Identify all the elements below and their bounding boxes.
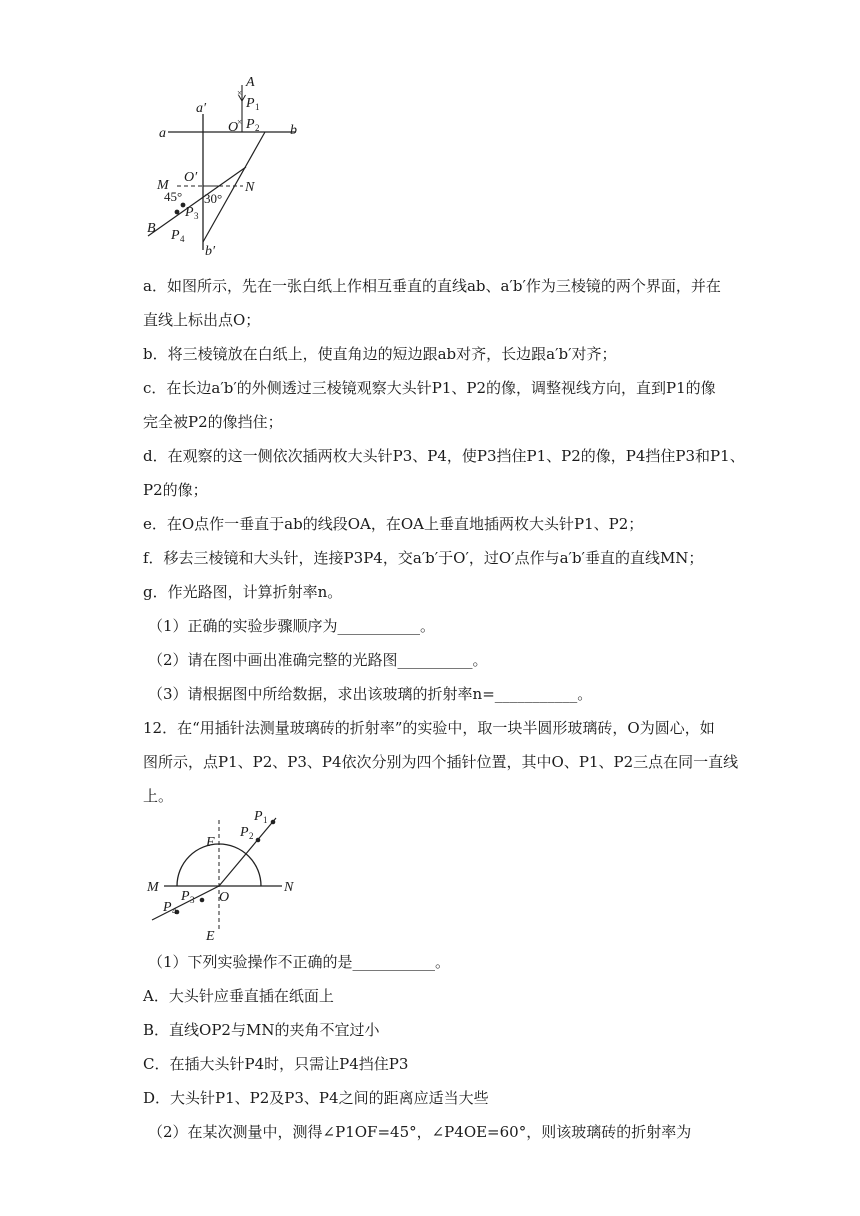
step-d-line1: d．在观察的这一侧依次插两枚大头针P3、P4，使P3挡住P1、P2的像，P4挡住P3和P1、 (143, 447, 745, 465)
label-O-prime: O′ (184, 170, 198, 185)
label-a: a (159, 126, 166, 141)
q11-sub2: （2）请在图中画出准确完整的光路图__________。 (148, 651, 488, 669)
prism-hypotenuse (203, 132, 265, 242)
label-M: M (157, 178, 169, 193)
q12-stem-line1: 12．在“用插针法测量玻璃砖的折射率”的实验中，取一块半圆形玻璃砖，O为圆心，如 (143, 719, 715, 737)
label-P2: P (246, 117, 255, 132)
pin-P2 (256, 838, 261, 843)
label-P1-sub: 1 (263, 815, 268, 825)
label-A: A (246, 75, 255, 90)
label-E: E (206, 929, 215, 944)
label-P1: P (246, 96, 255, 111)
step-b: b．将三棱镜放在白纸上，使直角边的短边跟ab对齐，长边跟a′b′对齐； (143, 345, 617, 363)
label-P4: P (163, 900, 172, 915)
pin-mark-P2: × (237, 117, 243, 127)
label-P3-sub: 3 (194, 211, 199, 221)
label-P2: P (240, 825, 249, 840)
label-a-prime: a′ (196, 101, 207, 116)
label-b: b (290, 123, 297, 138)
q11-sub1: （1）正确的实验步骤顺序为___________。 (148, 617, 436, 635)
step-f: f．移去三棱镜和大头针，连接P3P4，交a′b′于O′，过O′点作与a′b′垂直的直线MN； (143, 549, 704, 567)
label-M: M (147, 880, 159, 895)
label-P3: P (181, 889, 190, 904)
step-e: e．在O点作一垂直于ab的线段OA，在OA上垂直地插两枚大头针P1、P2； (143, 515, 644, 533)
label-b-prime: b′ (205, 244, 216, 259)
label-P2-sub: 2 (255, 123, 260, 133)
q12-option-a: A．大头针应垂直插在纸面上 (143, 987, 334, 1005)
label-P2-sub: 2 (249, 831, 254, 841)
semicircle-figure (140, 805, 310, 945)
label-F: F (206, 835, 215, 850)
label-O: O (219, 890, 230, 905)
label-P4: P (171, 228, 180, 243)
label-angle-30: 30° (204, 191, 223, 206)
step-a-line1: a．如图所示，先在一张白纸上作相互垂直的直线ab、a′b′作为三棱镜的两个界面，并在 (143, 277, 721, 295)
label-P4-sub: 4 (172, 906, 177, 916)
step-a-line2: 直线上标出点O； (143, 311, 261, 329)
step-g: g．作光路图，计算折射率n。 (143, 583, 343, 601)
label-O: O (228, 120, 239, 135)
q11-sub3: （3）请根据图中所给数据，求出该玻璃的折射率n=___________。 (148, 685, 593, 703)
label-P1-sub: 1 (255, 102, 260, 112)
label-P3-sub: 3 (190, 895, 195, 905)
pin-P1 (271, 820, 276, 825)
q12-sub1: （1）下列实验操作不正确的是___________。 (148, 953, 451, 971)
label-P3: P (185, 205, 194, 220)
label-B: B (147, 221, 156, 236)
label-P1: P (254, 809, 263, 824)
label-P4-sub: 4 (180, 234, 185, 244)
label-N: N (284, 880, 294, 895)
step-d-line2: P2的像； (143, 481, 208, 499)
q12-stem-line2: 图所示，点P1、P2、P3、P4依次分别为四个插针位置，其中O、P1、P2三点在同一直线 (143, 753, 739, 771)
q12-option-c: C．在插大头针P4时，只需让P4挡住P3 (143, 1055, 409, 1073)
label-angle-45: 45° (164, 189, 183, 204)
pin-P3 (200, 898, 205, 903)
q12-stem-line3: 上。 (143, 787, 174, 805)
prism-figure (140, 72, 310, 262)
q12-option-d: D．大头针P1、P2及P3、P4之间的距离应适当大些 (143, 1089, 489, 1107)
pin-P4 (175, 210, 180, 215)
label-N: N (245, 180, 255, 195)
q12-sub2: （2）在某次测量中，测得∠P1OF=45°，∠P4OE=60°，则该玻璃砖的折射率为 (148, 1123, 692, 1141)
pin-mark-A: × (237, 88, 243, 98)
step-c-line2: 完全被P2的像挡住； (143, 413, 283, 431)
q12-option-b: B．直线OP2与MN的夹角不宜过小 (143, 1021, 380, 1039)
step-c-line1: c．在长边a′b′的外侧透过三棱镜观察大头针P1、P2的像，调整视线方向，直到P1的像 (143, 379, 716, 397)
